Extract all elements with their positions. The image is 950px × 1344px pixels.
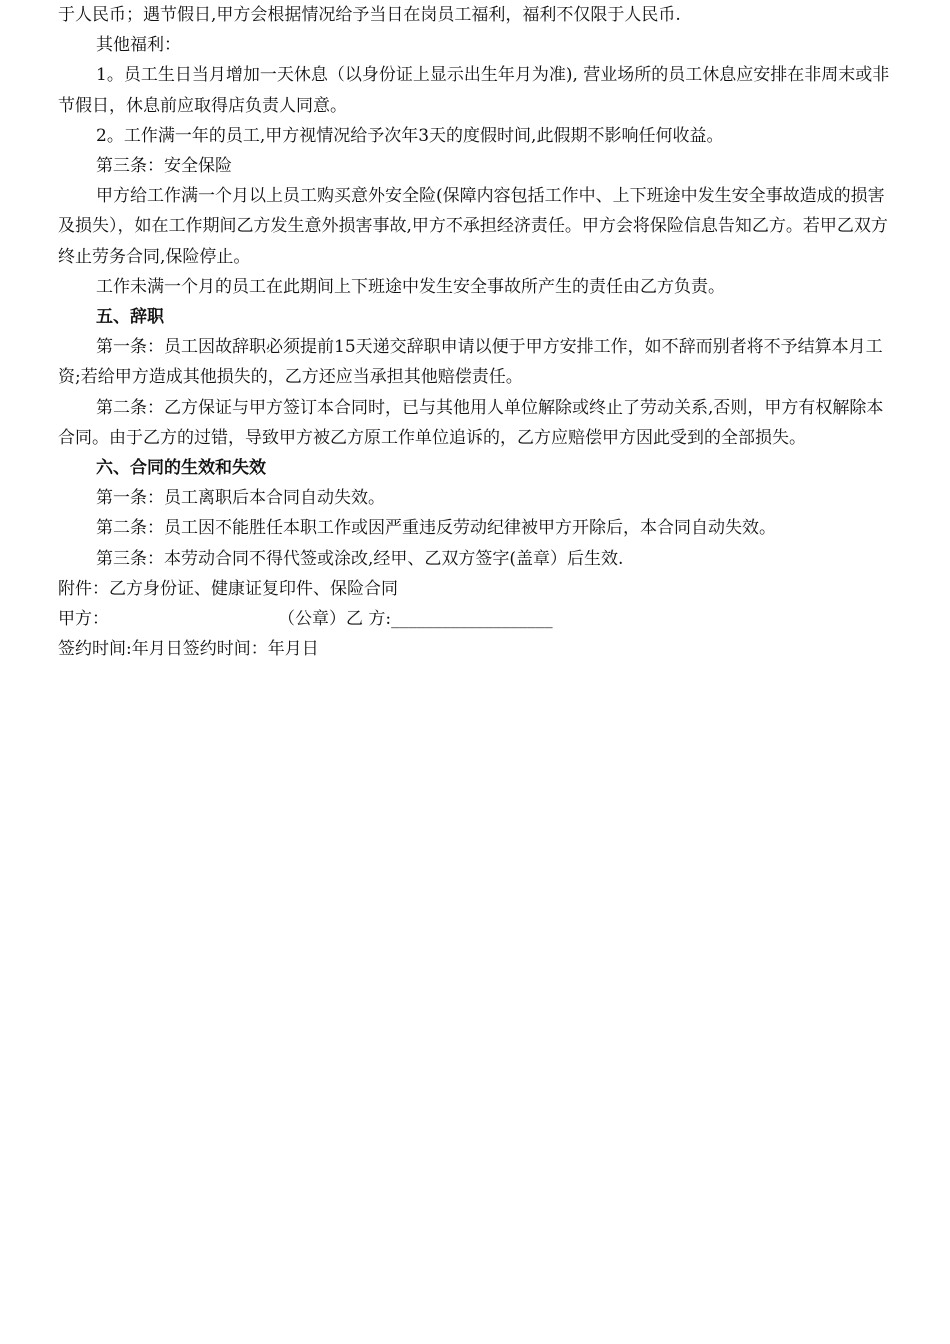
paragraph-birthday-leave: 1。员工生日当月增加一天休息（以身份证上显示出生年月为准), 营业场所的员工休息应安排在非周末或非节假日，休息前应取得店负责人同意。 [58, 65, 890, 116]
paragraph-validity-article-3: 第三条：本劳动合同不得代签或涂改,经甲、乙双方签字(盖章）后生效. [96, 548, 624, 569]
signature-line [58, 604, 893, 634]
sign-date-line: 签约时间:年月日签约时间：年月日 [58, 639, 319, 660]
party-a-label: 甲方： [58, 609, 109, 630]
paragraph-welfare-holiday: 于人民币；遇节假日,甲方会根据情况给予当日在岗员工福利，福利不仅限于人民币. [58, 5, 681, 25]
paragraph-resignation-article-2: 第二条：乙方保证与甲方签订本合同时，已与其他用人单位解除或终止了劳动关系,否则，甲方有权解除本合同。由于乙方的过错，导致甲方被乙方原工作单位追诉的，乙方应赔偿甲方因此受到的全部损失。 [58, 397, 884, 448]
paragraph-other-welfare-title: 其他福利： [96, 35, 181, 56]
section-heading-resignation: 五、辞职 [96, 307, 164, 328]
party-b-signature-field: （公章）乙 方:___________________ [278, 609, 553, 630]
paragraph-under-one-month: 工作未满一个月的员工在此期间上下班途中发生安全事故所产生的责任由乙方负责。 [96, 276, 725, 297]
attachment-line: 附件：乙方身份证、健康证复印件、保险合同 [58, 578, 398, 599]
document-page [58, 0, 893, 664]
paragraph-article-3-insurance: 第三条：安全保险 [96, 156, 232, 177]
paragraph-annual-vacation: 2。工作满一年的员工,甲方视情况给予次年3天的度假时间,此假期不影响任何收益。 [96, 125, 724, 146]
paragraph-validity-article-1: 第一条：员工离职后本合同自动失效。 [96, 488, 385, 509]
paragraph-resignation-article-1: 第一条：员工因故辞职必须提前15天递交辞职申请以便于甲方安排工作，如不辞而别者将不予结算本月工资;若给甲方造成其他损失的，乙方还应当承担其他赔偿责任。 [58, 337, 883, 388]
section-heading-validity: 六、合同的生效和失效 [96, 458, 266, 479]
paragraph-insurance-detail: 甲方给工作满一个月以上员工购买意外安全险(保障内容包括工作中、上下班途中发生安全事故造成的损害及损失），如在工作期间乙方发生意外损害事故,甲方不承担经济责任。甲方会将保险信息告知乙方。若甲乙双方终止劳务合同,保险停止。 [58, 186, 888, 267]
paragraph-validity-article-2: 第二条：员工因不能胜任本职工作或因严重违反劳动纪律被甲方开除后，本合同自动失效。 [96, 518, 776, 539]
